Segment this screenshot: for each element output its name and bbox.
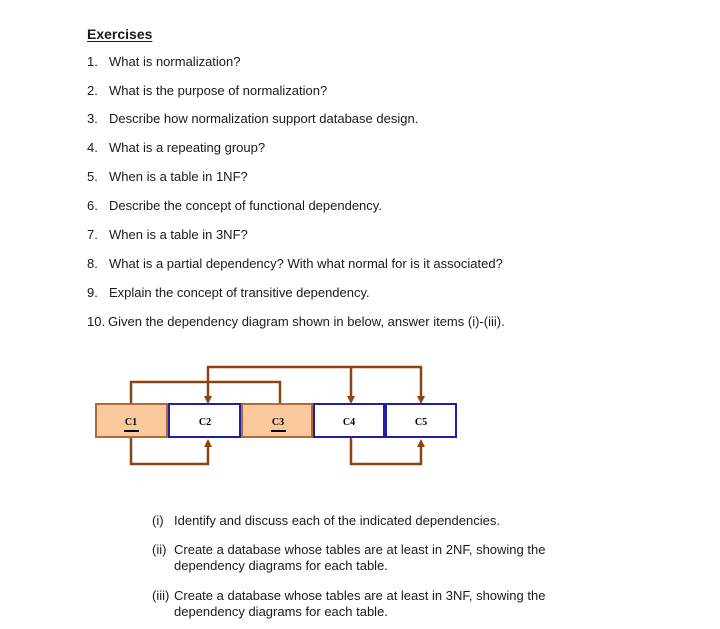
question-number: 7. [87,227,98,242]
column-label-c4: C4 [342,417,356,428]
list-item [152,513,602,529]
sub-item-numeral: (ii) [152,542,167,557]
question-text: What is normalization? [109,54,241,69]
column-label-c2: C2 [198,417,212,428]
list-item [152,542,602,574]
column-label-c1: C1 [124,417,138,428]
question-number: 6. [87,198,98,213]
sub-item-numeral: (i) [152,513,164,528]
question-text: When is a table in 1NF? [109,169,248,184]
question-text: When is a table in 3NF? [109,227,248,242]
dependency-arrows-top [131,367,421,404]
question-number: 8. [87,256,98,271]
dependency-arrow-c4-to-c5 [351,437,421,464]
question-number: 2. [87,83,98,98]
dependency-arrow-to-c4-c5 [208,367,421,400]
exercises-heading: Exercises [87,26,153,42]
column-label-c3: C3 [271,417,285,428]
question-text: What is a repeating group? [109,140,266,155]
question-text: Describe the concept of functional dependency. [109,198,382,213]
question-number: 3. [87,111,98,126]
dependency-arrow-c1-to-c2 [131,437,208,464]
question-number: 9. [87,285,98,300]
column-label-c5: C5 [414,417,428,428]
question-number: 4. [87,140,98,155]
question-text: Describe how normalization support database design. [109,111,419,126]
question-text: What is a partial dependency? With what normal for is it associated? [109,256,503,271]
question-number: 10. [87,314,106,329]
sub-item-text: Identify and discuss each of the indicated dependencies. [174,513,500,528]
sub-item-numeral: (iii) [152,588,170,603]
question-number: 1. [87,54,98,69]
sub-item-text: Create a database whose tables are at least in 2NF, showing the dependency diagrams for each table. [174,542,546,573]
question-number: 5. [87,169,98,184]
sub-item-text: Create a database whose tables are at least in 3NF, showing the dependency diagrams for each table. [174,588,546,619]
question-text: Given the dependency diagram shown in below, answer items (i)-(iii). [108,314,505,329]
question-text: What is the purpose of normalization? [109,83,328,98]
list-item [152,588,602,620]
dependency-arrow-c1-c3-to-c2 [131,382,280,404]
dependency-arrows-bottom [131,437,421,464]
question-text: Explain the concept of transitive dependency. [109,285,370,300]
